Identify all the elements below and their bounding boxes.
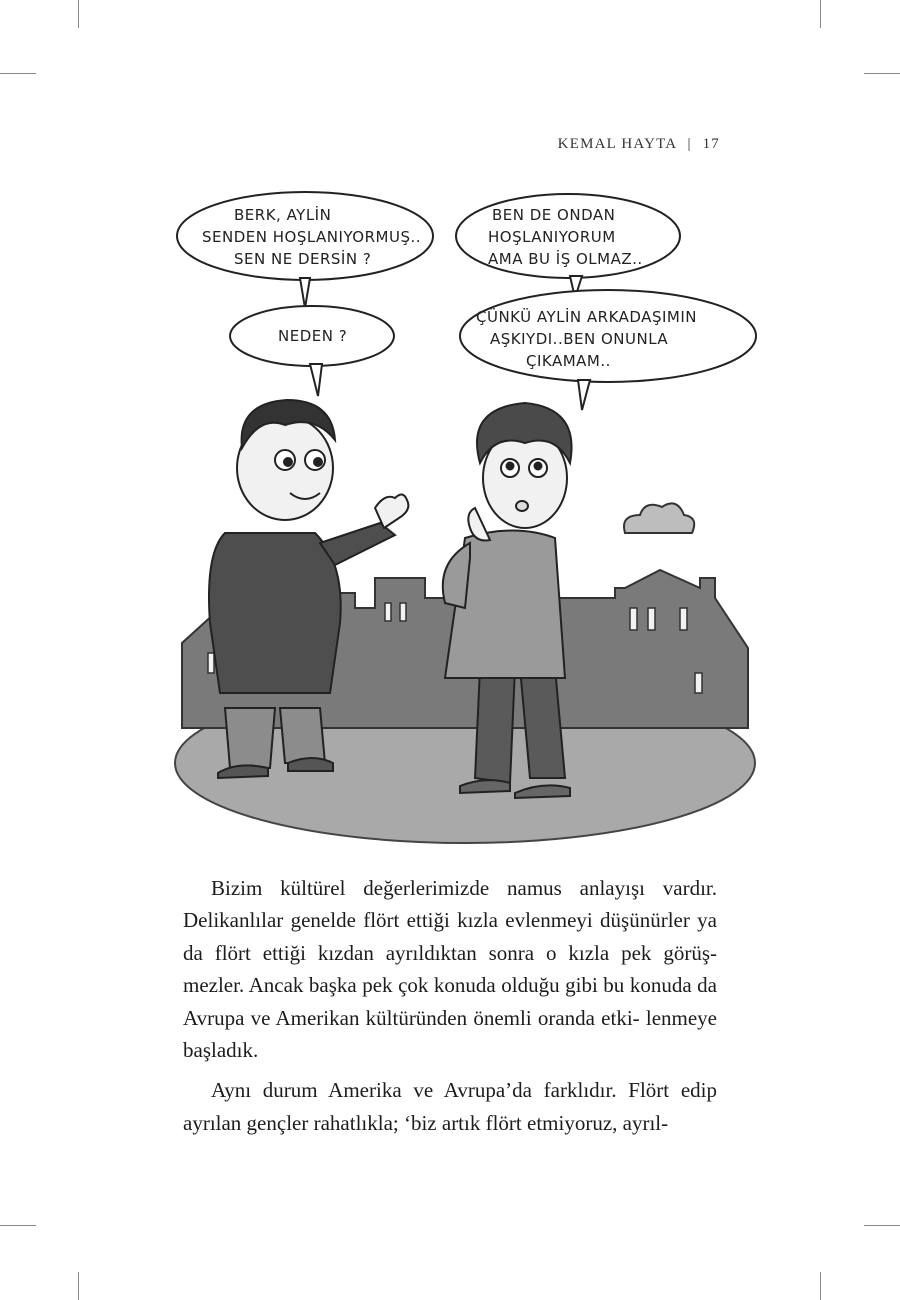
body-text: [183, 872, 717, 1139]
cartoon-illustration: [170, 188, 760, 848]
speech-line: AŞKIYDI..BEN ONUNLA: [490, 330, 669, 348]
crop-mark: [78, 0, 79, 28]
speech-line: ÇÜNKÜ AYLİN ARKADAŞIMIN: [476, 308, 697, 326]
page-number: 17: [702, 136, 720, 152]
speech-line: ÇIKAMAM..: [526, 352, 611, 370]
paragraph: Bizim kültürel değerlerimizde namus anlayışı vardır. Delikanlılar genelde flört ettiği kızla evlenmeyi düşünürler ya da flört ettiği kızdan ayrıldıktan sonra o kızla pek görüş- mezler. Ancak başka pek çok konuda olduğu gibi bu konuda da Avrupa ve Amerikan kültüründen önemli oranda etki- lenmeye başladık.: [183, 876, 717, 1063]
author-name: KEMAL HAYTA: [557, 136, 677, 152]
speech-line: BEN DE ONDAN: [492, 206, 616, 224]
crop-mark: [820, 1272, 821, 1300]
header-separator: |: [687, 136, 692, 152]
speech-line: SENDEN HOŞLANIYORMUŞ..: [202, 228, 422, 246]
speech-line: AMA BU İŞ OLMAZ..: [488, 250, 643, 268]
speech-line: HOŞLANIYORUM: [488, 228, 616, 246]
crop-mark: [864, 1225, 900, 1226]
crop-mark: [0, 1225, 36, 1226]
crop-mark: [0, 73, 36, 74]
crop-mark: [864, 73, 900, 74]
speech-line: NEDEN ?: [278, 327, 348, 345]
crop-mark: [820, 0, 821, 28]
crop-mark: [78, 1272, 79, 1300]
speech-line: BERK, AYLİN: [234, 206, 332, 224]
cloud: [624, 503, 694, 533]
running-header: [558, 136, 720, 153]
paragraph: Aynı durum Amerika ve Avrupa’da farklıdır. Flört edip ayrılan gençler rahatlıkla; ‘biz artık flört etmiyoruz, ayrıl-: [183, 1078, 717, 1135]
speech-line: SEN NE DERSİN ?: [234, 250, 372, 268]
